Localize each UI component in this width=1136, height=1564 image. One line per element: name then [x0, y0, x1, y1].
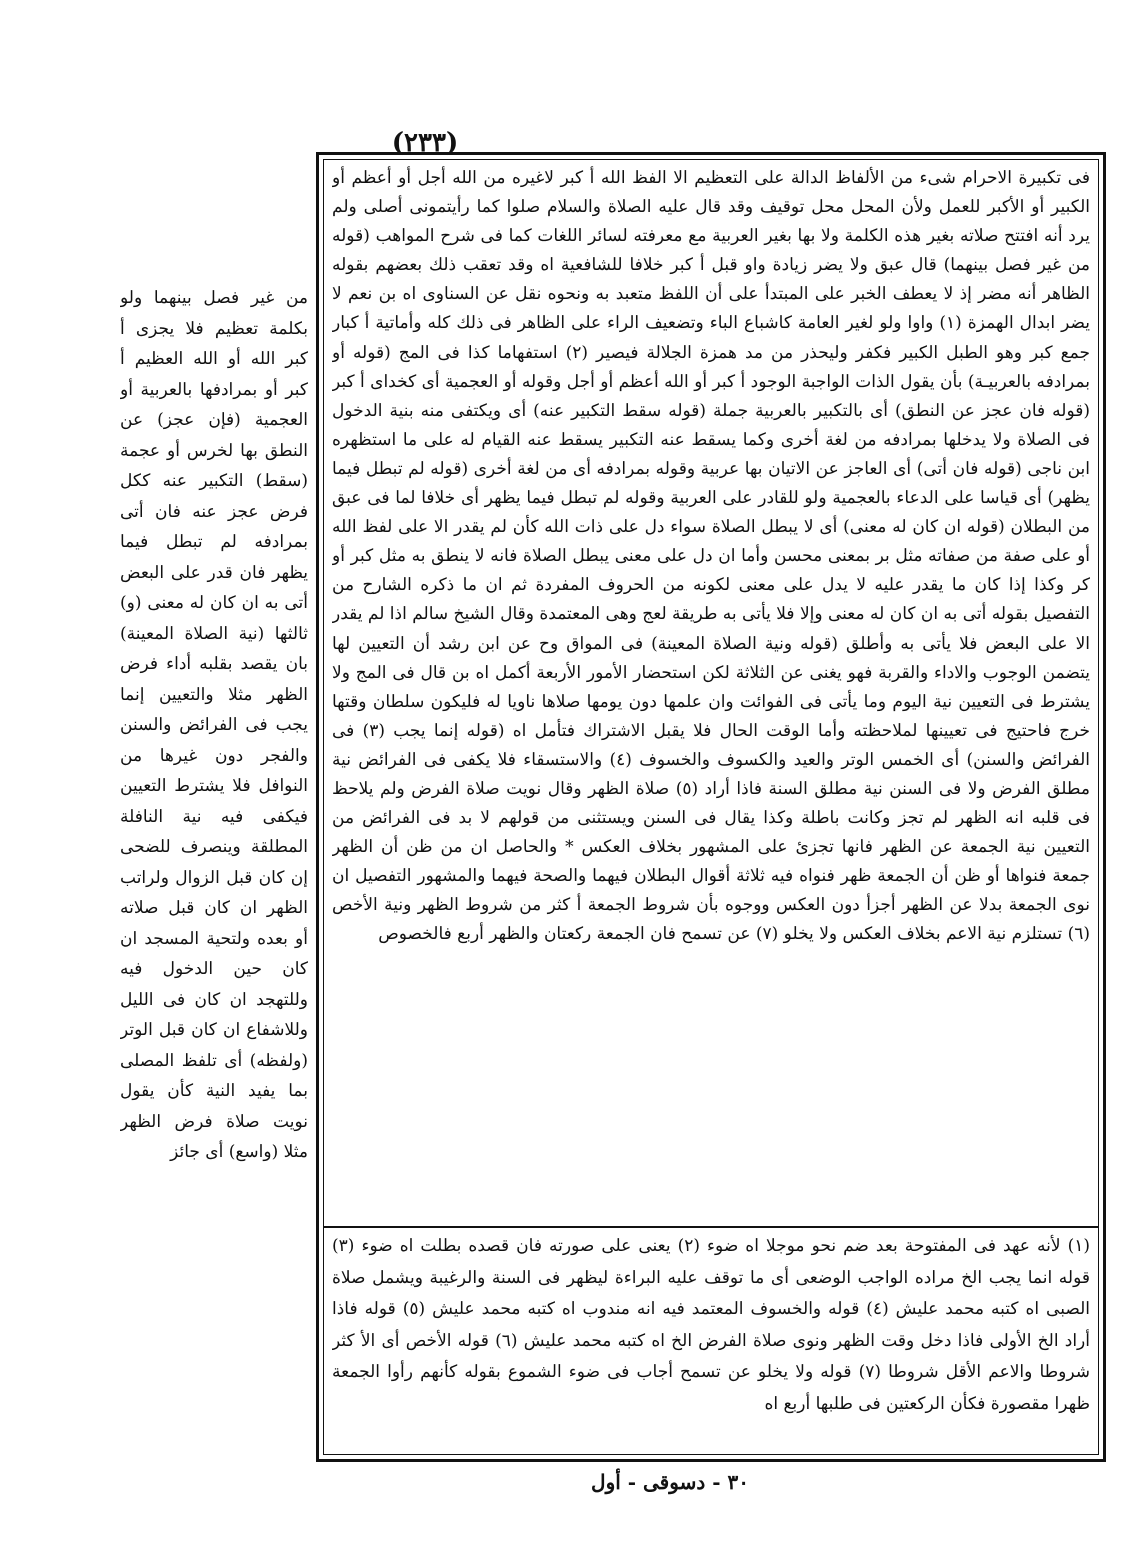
matn-paragraph: من غير فصل بينهما ولو بكلمة تعظيم فلا يجزى أ كبر الله أو الله العظيم أ كبر أو بمرادفها بالعربية أو العجمية (فإن عجز) عن النطق بها لخرس أو عجمة (سقط) التكبير عنه ككل فرض عجز عنه فان أتى بمرادفه لم تبطل فيما يظهر فان قدر على البعض أتى به ان كان له معنى (و) ثالثها (نية الصلاة المعينة) بان يقصد بقلبه أداء فرض الظهر مثلا والتعيين إنما يجب فى الفرائض والسنن والفجر دون غيرها من النوافل فلا يشترط التعيين فيكفى فيه نية النافلة المطلقة وينصرف للضحى إن كان قبل الزوال ولراتب الظهر ان كان قبل صلاته أو بعده ولتحية المسجد ان كان حين الدخول فيه وللتهجد ان كان فى الليل وللاشفاع ان كان قبل الوتر (ولفظه) أى تلفظ المصلى بما يفيد النية كأن يقول نويت صلاة فرض الظهر مثلا (واسع) أى جائز	[120, 288, 308, 1162]
matn-side-column	[120, 283, 308, 1323]
commentary-frame	[316, 152, 1106, 1462]
footnote-divider	[324, 1226, 1098, 1228]
page-footer-signature: ٣٠ - دسوقى - أول	[591, 1470, 749, 1494]
commentary-inner-border	[323, 159, 1099, 1455]
page-number: (٢٣٣)	[391, 128, 459, 158]
commentary-text-block	[332, 164, 1090, 1216]
footnotes-block	[332, 1231, 1090, 1453]
commentary-paragraph: فى تكبيرة الاحرام شىء من الألفاظ الدالة على التعظيم الا الفظ الله أ كبر لاغيره من الله أجل أو أعظم أو الكبير أو الأكبر للعمل ولأن المحل محل توقيف وقد قال عليه الصلاة والسلام صلوا كما رأيتمونى أصلى ولم يرد أنه افتتح صلاته بغير هذه الكلمة ولا بها بغير العربية مع معرفته لسائر اللغات كما فى شرح المواهب (قوله من غير فصل بينهما) قال عبق ولا يضر زيادة واو قبل أ كبر خلافا للشافعية اه وقد تعقب ذلك بعضهم بقوله الظاهر أنه مضر إذ لا يعطف الخبر على المبتدأ على أن اللفظ متعبد به ونحوه نقل عن السناوى اه بن نعم لا يضر ابدال الهمزة (١) واوا ولو لغير العامة كاشباع الباء وتضعيف الراء على الظاهر فى ذلك كله وأماتية أ كبار جمع كبر وهو الطبل الكبير فكفر وليحذر من مد همزة الجلالة فيصير (٢) استفهاما كذا فى المج (قوله أو بمرادفه بالعربيـة) بأن يقول الذات الواجبة الوجود أ كبر أو الله أعظم أو أجل وقوله أو العجمية أى كخداى أ كبر (قوله فان عجز عن النطق) أى بالتكبير بالعربية جملة (قوله سقط التكبير عنه) أى ويكتفى منه بنية الدخول فى الصلاة ولا يدخلها بمرادفه من لغة أخرى وكما يسقط عنه التكبير يسقط عنه القيام له على ما استظهره ابن ناجى (قوله فان أتى) أى العاجز عن الاتيان بها عربية وقوله بمرادفه أى من لغة أخرى (قوله لم تبطل فيما يظهر) أى قياسا على الدعاء بالعجمية ولو للقادر على العربية وقوله لم تبطل فيما يظهر أى خلافا لما فى عبق من البطلان (قوله ان كان له معنى) أى لا يبطل الصلاة سواء دل على ذات الله كأن لم يقدر الا على لفظ الله أو على صفة من صفاته مثل بر بمعنى محسن وأما ان دل على معنى يبطل الصلاة فانه لا ينطق به مثل كبر أو كر وكذا إذا كان ما يقدر عليه لا يدل على معنى لكونه من الحروف المفردة ثم ان ما ذكره الشارح من التفصيل بقوله أتى به ان كان له معنى وإلا فلا يأتى به طريقة لعج وهى المعتمدة وقال الشيخ سالم اذا لم يقدر الا على البعض فلا يأتى به وأطلق (قوله ونية الصلاة المعينة) فى المواق وح عن ابن رشد أن التعيين لها يتضمن الوجوب والاداء والقربة فهو يغنى عن الثلاثة لكن استحضار الأمور الأربعة أكمل اه بن قال فى المج ولا يشترط فى التعيين نية اليوم وما يأتى فى الفوائت وان علمها دون يومها صلاها ناويا له فليكون سلطان وقتها خرج فاحتيج فى تعيينها لملاحظته وأما الوقت الحال فلا يقبل الاشتراك فتأمل اه (قوله إنما يجب (٣) فى الفرائض والسنن) أى الخمس الوتر والعيد والكسوف والخسوف (٤) والاستسقاء فلا يكفى فى الفرائض نية مطلق الفرض ولا فى السنن نية مطلق السنة فاذا أراد (٥) صلاة الظهر وقال نويت صلاة الفرض ولم يلاحظ فى قلبه انه الظهر لم تجز وكانت باطلة وكذا يقال فى السنن ويستثنى من قولهم لا بد فى الفرائض من التعيين نية الجمعة عن الظهر فانها تجزئ على المشهور بخلاف العكس * والحاصل ان من ظن أن الظهر جمعة فنواها أو ظن أن الجمعة ظهر فنواه فيه ثلاثة أقوال البطلان فيهما والصحة فيهما والمشهور التفصيل ان نوى الجمعة بدلا عن الظهر أجزأ دون العكس ووجوه بأن شروط الجمعة أ كثر من شروط الظهر ونية الأخص (٦) تستلزم نية الاعم بخلاف العكس ولا يخلو (٧) عن تسمح فان الجمعة ركعتان والظهر أربع فالخصوص	[332, 168, 1090, 945]
footnotes-paragraph: (١) لأنه عهد فى المفتوحة بعد ضم نحو موجلا اه ضوء (٢) يعنى على صورته فان قصده بطلت اه ضوء (٣) قوله انما يجب الخ مراده الواجب الوضعى أى ما توقف عليه البراءة ليظهر فى السنة والرغيبة ويشمل صلاة الصبى اه كتبه محمد عليش (٤) قوله والخسوف المعتمد فيه انه مندوب اه كتبه محمد عليش (٥) قوله فاذا أراد الخ الأولى فاذا دخل وقت الظهر ونوى صلاة الفرض الخ اه كتبه محمد عليش (٦) قوله الأخص أى الأ كثر شروطا والاعم الأقل شروطا (٧) قوله ولا يخلو عن تسمح أجاب فى ضوء الشموع بقوله كأنهم رأوا الجمعة ظهرا مقصورة فكأن الركعتين فى طلبها أربع اه	[332, 1236, 1090, 1414]
